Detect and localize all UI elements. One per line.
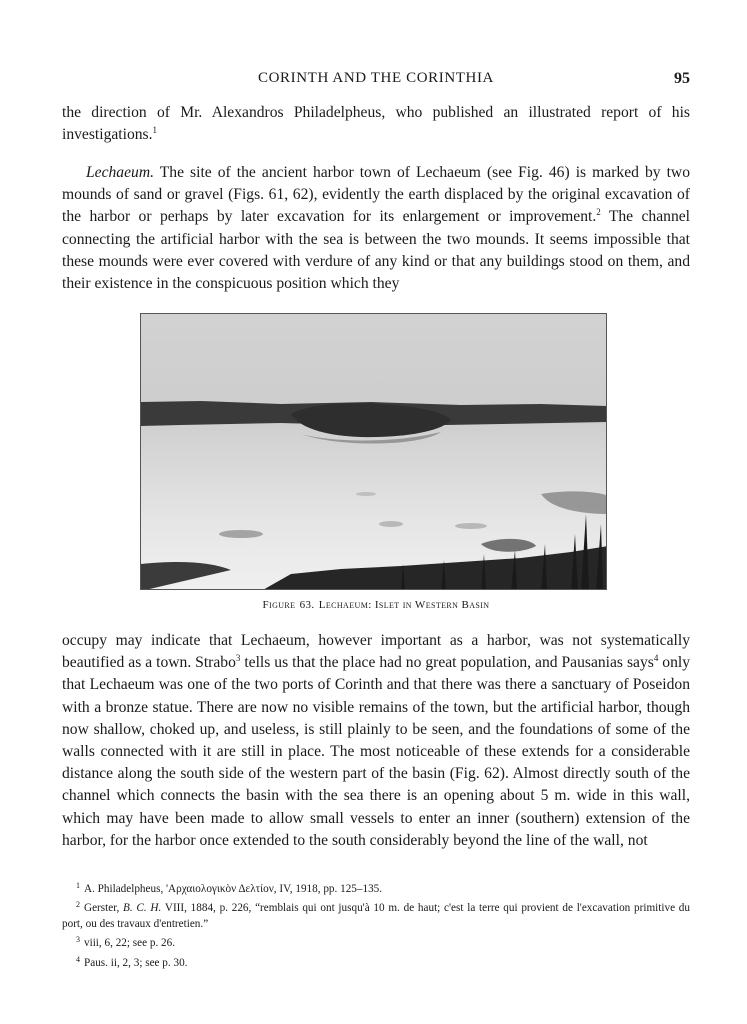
footnote-text: A. Philadelpheus, 'Αρχαιολογικὸν Δελτίον, IV, 1918, pp. 125–135.: [84, 883, 383, 895]
footnote: [62, 878, 690, 897]
paragraph-lechaeum: [62, 162, 690, 295]
footnote-mark: 3: [76, 935, 80, 945]
footnote: [62, 932, 690, 951]
footnote-text: VIII, 1884, p. 226, “remblais qui ont jusqu'à 10 m. de haut; c'est la terre qui provient de l'excavation primitive du port, ou des travaux d'entretien.”: [62, 902, 690, 930]
footnote-text: Gerster,: [84, 902, 124, 915]
figure-number: 63.: [299, 599, 315, 611]
paragraph-text: tells us that the place had no great population, and Pausanias says: [240, 654, 654, 672]
figure-photograph: [140, 313, 607, 590]
footnote-text: Paus. ii, 2, 3; see p. 30.: [84, 956, 188, 969]
footnote: [62, 897, 690, 932]
running-title: CORINTH AND THE CORINTHIA: [258, 70, 494, 86]
paragraph-text: The channel connecting the artificial harbor with the sea is between the two mounds. It seems impossible that these mounds were ever covered with verdure of any kind or that any buildings stood on them, and their existence in the conspicuous position which they: [62, 208, 690, 293]
footnote-ref[interactable]: 2: [596, 207, 601, 218]
footnotes: [62, 878, 690, 971]
footnote-citation: B. C. H.: [123, 902, 162, 915]
page-number: 95: [674, 70, 690, 87]
paragraph-text: the direction of Mr. Alexandros Philadelpheus, who published an illustrated report of his investigations.: [62, 104, 690, 144]
running-head: [62, 70, 690, 94]
footnote-mark: 1: [76, 881, 80, 890]
lagoon-photo: [141, 314, 607, 590]
figure-caption: [62, 599, 690, 611]
paragraph-lead-in: Lechaeum.: [86, 164, 154, 181]
paragraph-text: The site of the ancient harbor town of Lechaeum (see Fig. 46) is marked by two mounds of sand or gravel (Figs. 61, 62), evidently the earth displaced by the original excavation of the harbor or perhaps by later excavation for its enlargement or improvement.: [62, 164, 690, 226]
paragraph-text: occupy may indicate that Lechaeum, however important as a harbor, was not systematically beautified as a town. Strabo: [62, 632, 690, 672]
footnote: [62, 952, 690, 971]
paragraph-harbor: [62, 630, 690, 852]
footnote-ref[interactable]: 1: [152, 125, 158, 136]
footnote-mark: 2: [76, 900, 80, 910]
footnote-ref[interactable]: 3: [235, 653, 241, 664]
figure-caption-text: Lechaeum: Islet in Western Basin: [318, 599, 490, 611]
footnote-mark: 4: [76, 954, 80, 964]
figure-label: Figure: [262, 599, 296, 611]
paragraph-continuation: [62, 102, 690, 146]
paragraph-text: only that Lechaeum was one of the two ports of Corinth and that there was there a sanctuary of Poseidon with a bronze statue. There are now no visible remains of the town, but the artificial harbor, though now shallow, choked up, and useless, is still plainly to be seen, and the foundations of some of the walls connected with it are still in place. The most noticeable of these extends for a considerable distance along the south side of the western part of the basin (Fig. 62). Almost directly south of the channel which connects the basin with the sea there is an opening about 5 m. wide in this wall, which may have been made to allow small vessels to enter an inner (southern) extension of the harbor, for the harbor once extended to the south considerably beyond the line of the wall, not: [62, 654, 690, 849]
footnote-text: viii, 6, 22; see p. 26.: [84, 937, 176, 950]
footnote-ref[interactable]: 4: [653, 653, 659, 664]
